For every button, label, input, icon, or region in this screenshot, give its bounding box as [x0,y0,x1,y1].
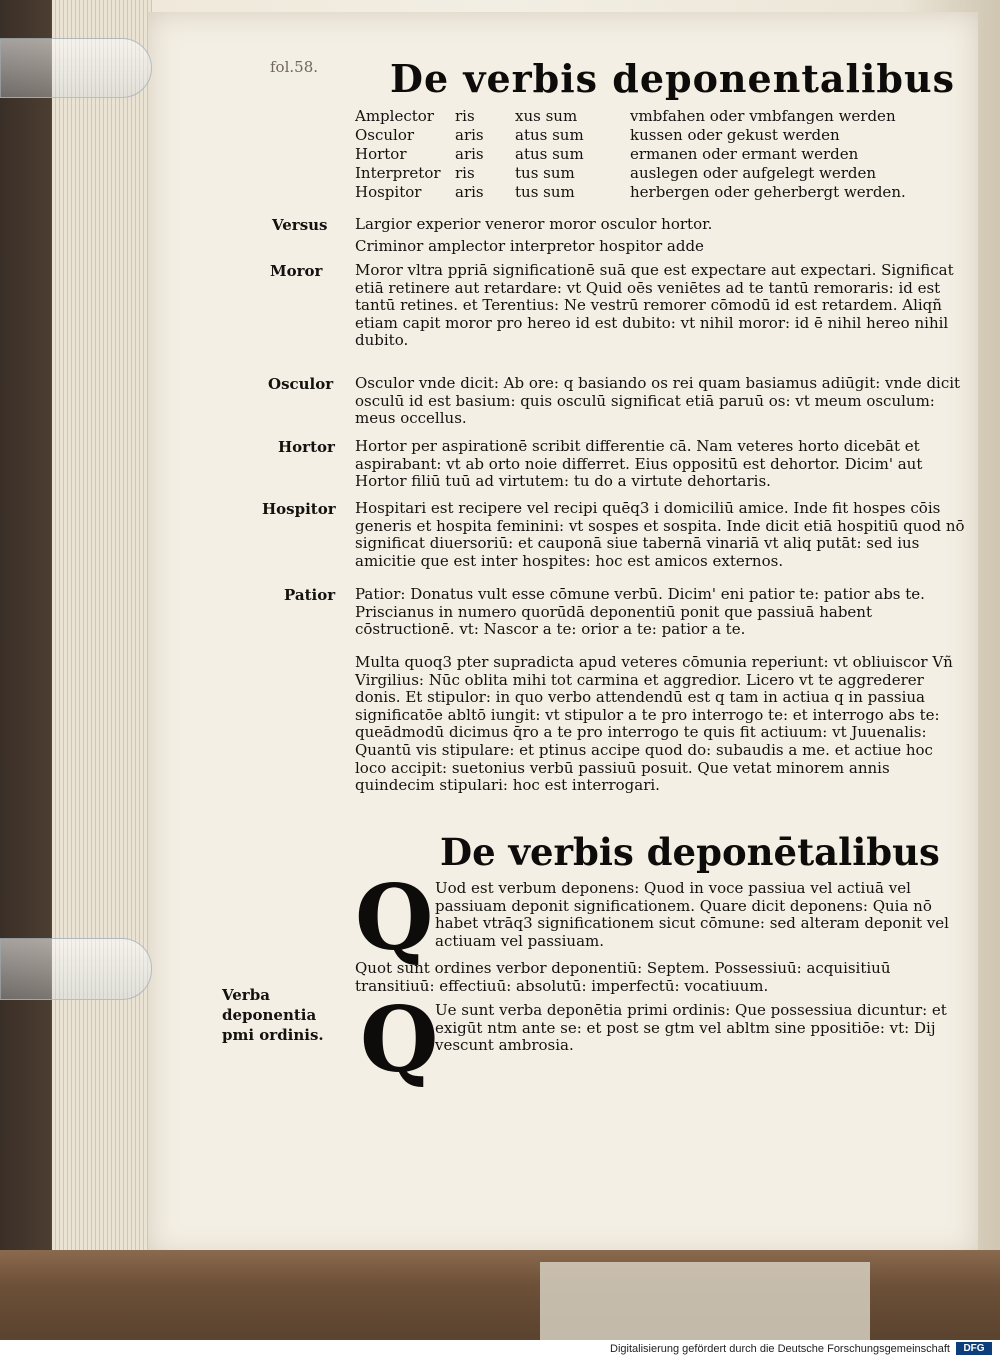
running-head: fol.58. [270,58,319,76]
heading-de-verbis-deponetalibus: De verbis deponētalibus [440,830,940,874]
table-row: Hospitor aris tus sum herbergen oder geherbergt werden. [355,183,906,201]
margin-label-hortor: Hortor [278,438,335,456]
table-row: Interpretor ris tus sum auslegen oder aufgelegt werden [355,164,877,182]
dropcap-q-que: Q [360,987,439,1093]
paragraph-quot-sunt: Quot sunt ordines verbor deponentiū: Septem. Possessiuū: acquisitiuū transitiuū: effectiuū: absolutū: imperfectū: vocatiuum. [355,959,891,995]
paragraph-multa: Multa quoq3 pter supradicta apud veteres cōmunia reperiunt: vt obliuiscor Vñ Virgilius: Nūc oblita mihi tot carmina et aggredior. Licero vt te aggrederer donis. Et stipulor: in quo verbo attendendū est q tam in actiua q in passiua significatōe abltō iungit: vt stipulor a te pro interrogo te: et interrogo abs te: queādmodū dicimus q̄ro a te pro interrogo te quis fit actiuum: vt Juuenalis: Quantū vis stipulare: et ptinus accipe quod do: subaudis a me. et actiue hoc loco accipit: suetonius verbū passiuū posuit. Que vetat minorem annis quindecim stipulari: hoc est interrogari. [355,653,953,795]
table-row: Hortor aris atus sum ermanen oder ermant werden [355,145,859,163]
versus-line-2: Criminor amplector interpretor hospitor adde [355,237,704,255]
worn-binding-patch [540,1262,870,1340]
page-clip-bottom [0,938,152,1000]
versus-line-1: Largior experior veneror moror osculor hortor. [355,215,713,233]
dfg-logo: DFG [956,1342,992,1355]
footer-bar [0,1340,1000,1358]
margin-label-patior: Patior [284,586,336,604]
paragraph-quod-est: Uod est verbum deponens: Quod in voce passiua vel actiuā vel passiuam deponit significationem. Quare dicit deponens: Quia nō habet vtrāq3 significationem sicut cōmune: sed alteram deponit vel actiuam vel passiuam. [435,879,949,950]
margin-label-versus: Versus [272,216,328,234]
conjugation-table [355,107,940,202]
table-row: Osculor aris atus sum kussen oder gekust werden [355,126,840,144]
footer-credit: Digitalisierung gefördert durch die Deutsche Forschungsgemeinschaft [610,1343,950,1355]
paragraph-patior: Patior: Donatus vult esse cōmune verbū. Dicim' eni patior te: patior abs te. Priscianus in numero quorūdā deponentiū ponit que passiuā habent cōstructionē. vt: Nascor a te: orior a te: patior a te. [355,585,925,639]
table-row: Amplector ris xus sum vmbfahen oder vmbfangen werden [355,107,896,125]
margin-label-verba-primi: Verba deponentia pmi ordinis. [222,986,324,1044]
paragraph-hortor: Hortor per aspirationē scribit differentie cā. Nam veteres horto dicebāt et aspirabant: vt ab orto noie differret. Eius oppositū est dehortor. Dicim' aut Hortor filiū tuū ad virtutem: tu do a virtute dehortaris. [355,437,923,491]
paragraph-moror: Moror vltra ppriā significationē suā que est expectare aut expectari. Significat etiā retinere aut retardare: vt Quid oēs veniētes ad te tantū remoraris: id est tantū retines. et Terentius: Ne vestrū remorer cōmodū id est retardem. Aliqñ etiam capit moror pro hereo id est dubito: vt nihil moror: id ē nihil hereo nihil dubito. [355,261,954,350]
paragraph-verba-primi: Ue sunt verba deponētia primi ordinis: Que possessiua dicuntur: et exigūt ntm ante se: et post se gtm vel abltm sine ppositiōe: vt: Dij vescunt ambrosia. [435,1001,947,1055]
paragraph-hospitor: Hospitari est recipere vel recipi quēq3 i domiciliū amice. Inde fit hospes cōis generis et hospita feminini: vt sospes et sospita. Inde dicit etiā hospitiū quod nō significat diuersoriū: et cauponā siue tabernā vinariā vt aliq putāt: sed ius amicitie que est inter hospites: hoc est amicos externos. [355,499,965,570]
margin-label-osculor: Osculor [268,375,334,393]
dropcap-q-quod: Q [355,865,434,971]
paragraph-osculor: Osculor vnde dicit: Ab ore: q basiando os rei quam basiamus adiūgit: vnde dicit osculū id est basium: quis osculū significat etiā paruū os: vt meum osculum: meus occellus. [355,374,961,428]
page-clip-top [0,38,152,98]
margin-label-hospitor: Hospitor [262,500,336,518]
heading-de-verbis-deponentalibus: De verbis deponentalibus [390,56,955,101]
page-edges [52,0,152,1250]
margin-label-moror: Moror [270,262,323,280]
